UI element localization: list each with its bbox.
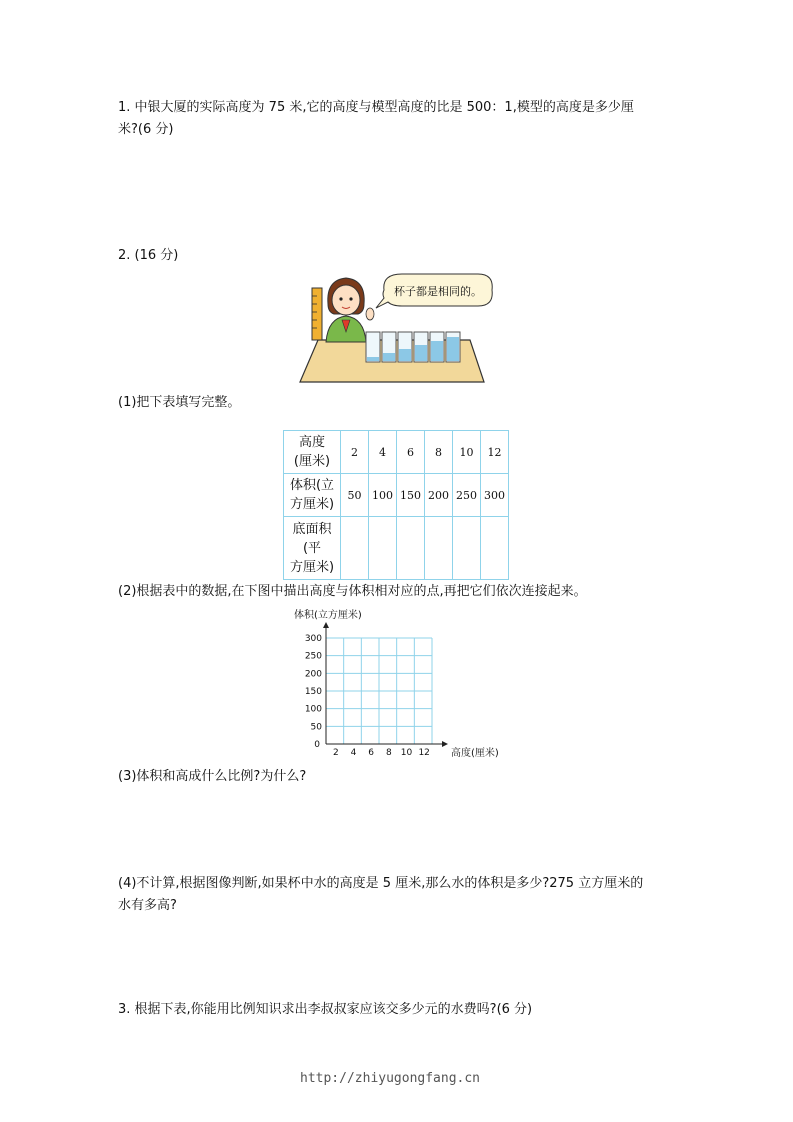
x-tick-label: 4: [350, 748, 357, 758]
q3-text: 3. 根据下表,你能用比例知识求出李叔叔家应该交多少元的水费吗?(6 分): [118, 1002, 533, 1017]
table-cell: 150: [397, 474, 425, 517]
x-tick-label: 10: [400, 748, 413, 758]
origin-label: 0: [314, 740, 320, 750]
q1-text-line2: 米?(6 分): [118, 122, 174, 137]
table-cell-empty[interactable]: [341, 517, 369, 580]
girl-face: [332, 285, 360, 315]
row-label-line: 高度: [298, 435, 325, 450]
table-cell: 12: [481, 431, 509, 474]
speech-bubble-text: 杯子都是相同的。: [394, 285, 482, 298]
table-cell-empty[interactable]: [397, 517, 425, 580]
x-tick-label: 6: [368, 748, 375, 758]
x-tick-label: 8: [385, 748, 392, 758]
table-cell: 50: [341, 474, 369, 517]
q2-heading: 2. (16 分): [118, 248, 179, 263]
row-label-line: 方厘米): [289, 559, 335, 575]
row-label-line: (平: [302, 540, 322, 556]
q2-sub3: (3)体积和高成什么比例?为什么?: [118, 769, 307, 784]
table-cell: 250: [453, 474, 481, 517]
table-row-base-area: [284, 517, 509, 580]
x-axis-arrow-icon: [442, 741, 448, 747]
volume-height-chart: [282, 604, 504, 760]
table-cell: 100: [369, 474, 397, 517]
table-cell: 200: [425, 474, 453, 517]
row-label-line: (厘米): [293, 454, 331, 469]
table-row-volume: [284, 474, 509, 517]
table-cell: 10: [453, 431, 481, 474]
height-volume-table: [283, 430, 509, 580]
q1-text-line1: 1. 中银大厦的实际高度为 75 米,它的高度与模型高度的比是 500：1,模型的高度是多少厘: [118, 100, 634, 115]
table-cell: 300: [481, 474, 509, 517]
y-tick-label: 300: [304, 634, 322, 644]
footer-url[interactable]: http://zhiyugongfang.cn: [300, 1071, 481, 1086]
row-label-line: 方厘米): [289, 497, 335, 512]
q2-sub4-line2: 水有多高?: [118, 898, 177, 913]
y-tick-label: 200: [304, 669, 322, 680]
girl-with-cups-illustration: [298, 268, 494, 386]
table-cell: 6: [397, 431, 425, 474]
y-axis-arrow-icon: [323, 622, 329, 628]
table-cell: 4: [369, 431, 397, 474]
q2-sub1: (1)把下表填写完整。: [118, 395, 241, 410]
x-tick-label: 2: [332, 748, 339, 758]
table-row-height: [284, 431, 509, 474]
table-cell-empty[interactable]: [481, 517, 509, 580]
x-axis-title: 高度(厘米): [451, 748, 499, 759]
table-cell-empty[interactable]: [425, 517, 453, 580]
y-tick-label: 250: [304, 651, 322, 662]
y-tick-label: 100: [304, 704, 322, 715]
q2-sub4-line1: (4)不计算,根据图像判断,如果杯中水的高度是 5 厘米,那么水的体积是多少?275 立方厘米的: [118, 876, 644, 891]
table-cell: 2: [341, 431, 369, 474]
y-tick-label: 150: [304, 687, 322, 697]
row-label-line: 体积(立: [289, 478, 335, 493]
row-label-line: 底面积: [292, 521, 332, 537]
y-axis-title: 体积(立方厘米): [294, 610, 362, 621]
row-label-volume: [284, 474, 341, 517]
table-cell: 8: [425, 431, 453, 474]
q2-sub2: (2)根据表中的数据,在下图中描出高度与体积相对应的点,再把它们依次连接起来。: [118, 584, 587, 599]
row-label-base-area: [284, 517, 341, 580]
y-tick-label: 50: [310, 722, 322, 733]
table-cell-empty[interactable]: [369, 517, 397, 580]
row-label-height: [284, 431, 341, 474]
x-tick-label: 12: [418, 748, 430, 758]
table-cell-empty[interactable]: [453, 517, 481, 580]
